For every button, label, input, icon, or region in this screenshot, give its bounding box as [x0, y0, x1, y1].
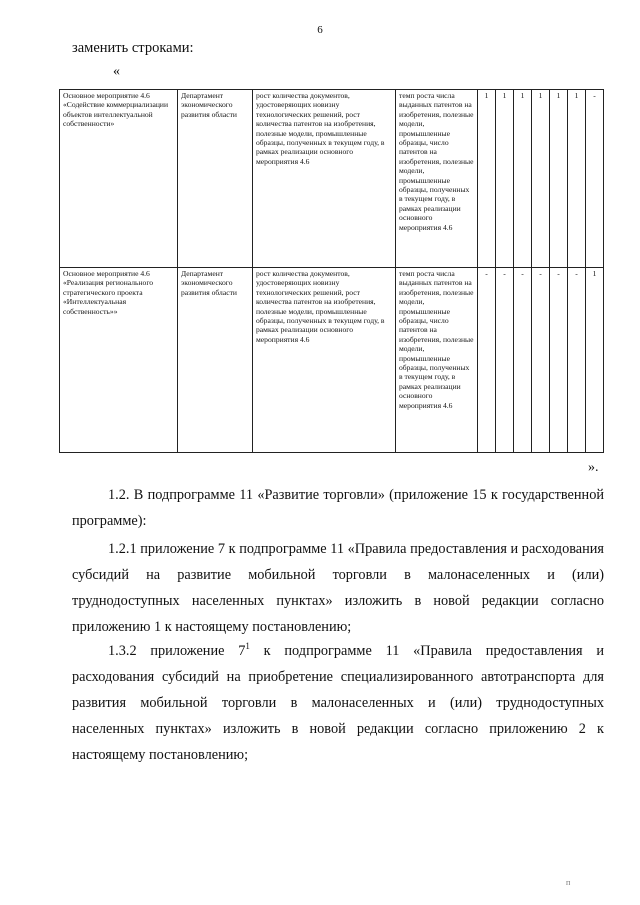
indicators-table: [59, 89, 604, 453]
table-row: [60, 268, 604, 453]
value-cell: -: [532, 268, 550, 453]
measure-cell: темп роста числа выданных патентов на изобретения, полезные модели, промышленные образцы, число патентов на изобретения, полезные модели, промышленные образцы, полученных в текущем году, в рамках реализации основного мероприятия 4.6: [396, 90, 478, 268]
value-cell: 1: [550, 90, 568, 268]
value-cell: 1: [586, 268, 604, 453]
page-number: 6: [317, 24, 323, 36]
value-cell: -: [496, 268, 514, 453]
value-cell: 1: [496, 90, 514, 268]
value-cell: -: [550, 268, 568, 453]
executor-cell: Департамент экономического развития области: [178, 90, 253, 268]
executor-cell: Департамент экономического развития области: [178, 268, 253, 453]
indicator-cell: рост количества документов, удостоверяющих новизну технологических решений, рост количества патентов на изобретения, полезные модели, промышленные образцы, полученных в текущем году, в рамках реализации основного мероприятия 4.6: [253, 268, 396, 453]
event-cell: Основное мероприятие 4.6 «Содействие коммерциализации объектов интеллектуальной собственности»: [60, 90, 178, 268]
paragraph-1-3-2: [72, 638, 604, 768]
intro-line: заменить строками:: [72, 40, 194, 56]
table-row: [60, 90, 604, 268]
paragraph-1-2: 1.2. В подпрограмме 11 «Развитие торговли» (приложение 15 к государственной программе):: [72, 487, 604, 529]
measure-cell: темп роста числа выданных патентов на изобретения, полезные модели, промышленные образцы, число патентов на изобретения, полезные модели, промышленные образцы, полученных в текущем году, в рамках реализации основного мероприятия 4.6: [396, 268, 478, 453]
value-cell: 1: [568, 90, 586, 268]
opening-quote: «: [113, 64, 120, 79]
value-cell: -: [514, 268, 532, 453]
indicator-cell: рост количества документов, удостоверяющих новизну технологических решений, рост количества патентов на изобретения, полезные модели, промышленные образцы, полученных в текущем году, в рамках реализации основного мероприятия 4.6: [253, 90, 396, 268]
superscript: 1: [245, 641, 250, 652]
closing-quote: ».: [588, 460, 599, 475]
value-cell: -: [478, 268, 496, 453]
paragraph-1-2-1: 1.2.1 приложение 7 к подпрограмме 11 «Правила предоставления и расходования субсидий на развитие мобильной торговли в малонаселенных и (или) труднодоступных населенных пунктах» изложить в новой редакции согласно приложению 1 к настоящему постановлению;: [72, 541, 604, 635]
value-cell: 1: [478, 90, 496, 268]
event-cell: Основное мероприятие 4.6 «Реализация регионального стратегического проекта «Интеллектуальная собственность»»: [60, 268, 178, 453]
paragraph-start: 1.3.2 приложение 7: [108, 643, 246, 659]
value-cell: 1: [514, 90, 532, 268]
paragraph-rest: к подпрограмме 11 «Правила предоставления и расходования субсидий на приобретение специализированного автотранспорта для развития мобильной торговли в малонаселенных и (или) труднодоступных населенных пунктах» изложить в новой редакции согласно приложению 2 к настоящему постановлению;: [72, 643, 605, 763]
value-cell: -: [586, 90, 604, 268]
corner-mark: п: [566, 878, 571, 887]
value-cell: 1: [532, 90, 550, 268]
value-cell: -: [568, 268, 586, 453]
